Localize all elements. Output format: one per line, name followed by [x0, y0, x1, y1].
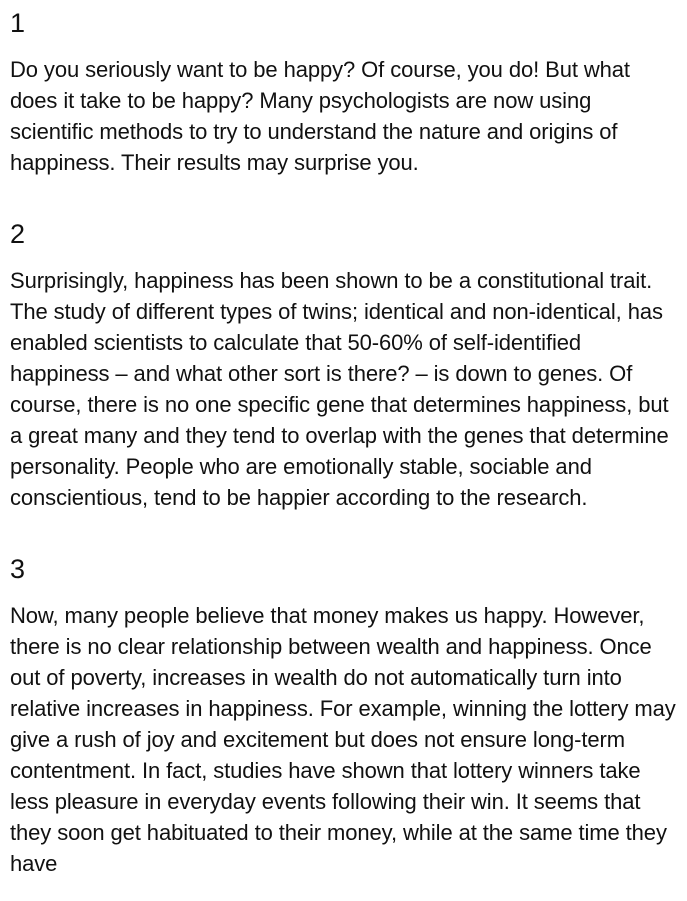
section-1	[10, 0, 677, 178]
section-number: 2	[10, 219, 26, 249]
section-paragraph: Surprisingly, happiness has been shown to be a constitutional trait. The study of different types of twins; identical and non-identical, has enabled scientists to calculate that 50-60% of self-identified happiness – and what other sort is there? – is down to genes. Of course, there is no one specific gene that determines happiness, but a great many and they tend to overlap with the genes that determine personality. People who are emotionally stable, sociable and conscientious, tend to be happier according to the research.	[10, 268, 669, 510]
section-3	[10, 553, 677, 879]
section-paragraph: Do you seriously want to be happy? Of course, you do! But what does it take to be happy? Many psychologists are now using scientific methods to try to understand the nature and origins of happiness. Their results may surprise you.	[10, 57, 630, 175]
section-2	[10, 218, 677, 513]
section-number: 1	[10, 8, 26, 38]
section-paragraph: Now, many people believe that money makes us happy. However, there is no clear relationship between wealth and happiness. Once out of poverty, increases in wealth do not automatically turn into relative increases in happiness. For example, winning the lottery may give a rush of joy and excitement but does not ensure long-term contentment. In fact, studies have shown that lottery winners take less pleasure in everyday events following their win. It seems that they soon get habituated to their money, while at the same time they have	[10, 603, 676, 876]
section-number: 3	[10, 554, 26, 584]
